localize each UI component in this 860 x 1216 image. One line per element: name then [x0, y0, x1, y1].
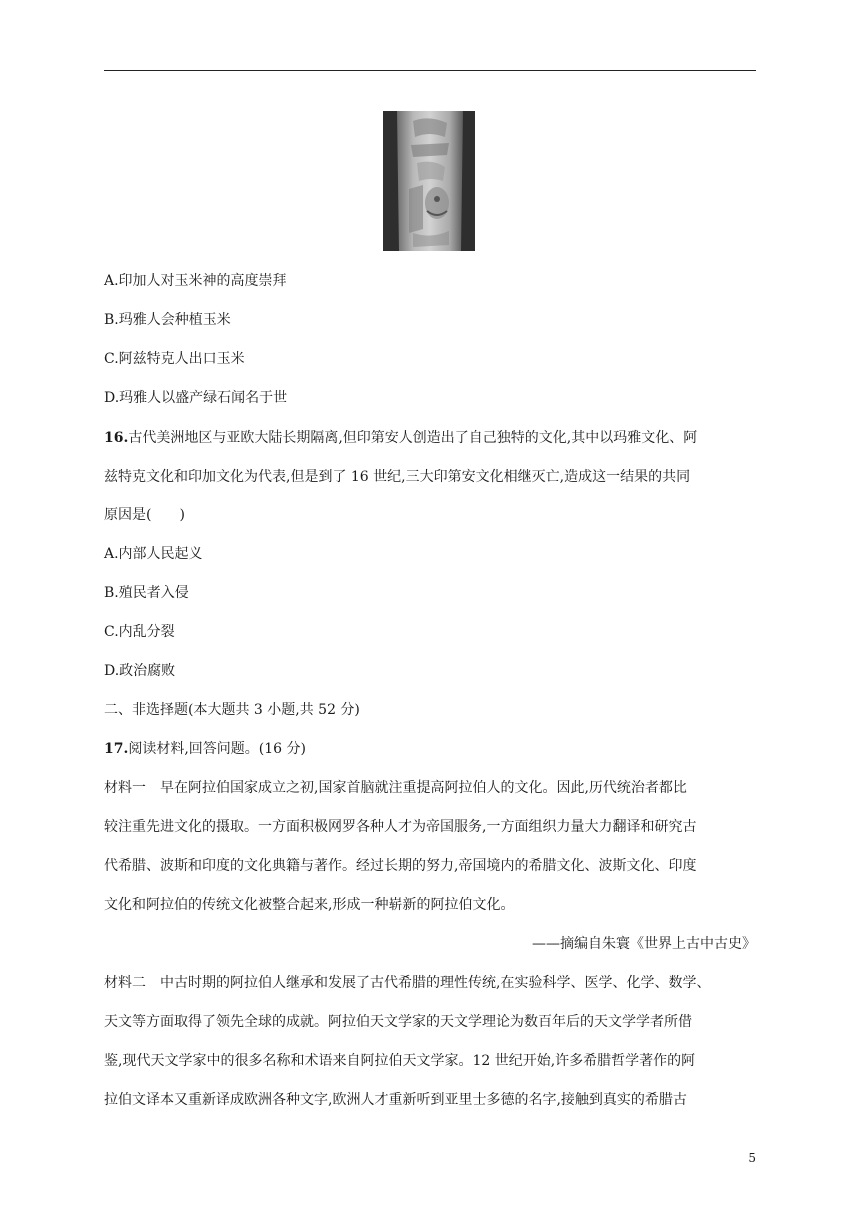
q16-option-b: B.殖民者入侵 [104, 585, 189, 601]
material1-line-1: 材料一 早在阿拉伯国家成立之初,国家首脑就注重提高阿拉伯人的文化。因此,历代统治者都比 [104, 780, 687, 796]
q16-option-c: C.内乱分裂 [104, 624, 175, 640]
material1-source: ——摘编自朱寰《世界上古中古史》 [532, 936, 756, 952]
q16-text-3: 原因是( ) [104, 507, 185, 523]
q15-option-a: A.印加人对玉米神的高度崇拜 [104, 273, 287, 289]
q17-prompt: 阅读材料,回答问题。(16 分) [128, 741, 306, 757]
material1-line-4: 文化和阿拉伯的传统文化被整合起来,形成一种崭新的阿拉伯文化。 [104, 897, 515, 913]
q15-option-d: D.玛雅人以盛产绿石闻名于世 [104, 390, 288, 406]
q15-option-b: B.玛雅人会种植玉米 [104, 312, 231, 328]
material1-line-3: 代希腊、波斯和印度的文化典籍与著作。经过长期的努力,帝国境内的希腊文化、波斯文化、印度 [104, 858, 697, 874]
header-rule [104, 70, 756, 71]
section-heading: 二、非选择题(本大题共 3 小题,共 52 分) [104, 702, 360, 718]
material2-line-3: 鉴,现代天文学家中的很多名称和术语来自阿拉伯天文学家。12 世纪开始,许多希腊哲学著作的阿 [104, 1053, 696, 1069]
q17-number: 17. [104, 741, 129, 757]
q16-line-1 [104, 428, 697, 448]
q16-text-1: 古代美洲地区与亚欧大陆长期隔离,但印第安人创造出了自己独特的文化,其中以玛雅文化、阿 [128, 430, 698, 446]
material2-line-1: 材料二 中古时期的阿拉伯人继承和发展了古代希腊的理性传统,在实验科学、医学、化学、数学、 [104, 975, 711, 991]
q16-text-2: 兹特克文化和印加文化为代表,但是到了 16 世纪,三大印第安文化相继灭亡,造成这一结果的共同 [104, 469, 691, 485]
material2-line-4: 拉伯文译本又重新译成欧洲各种文字,欧洲人才重新听到亚里士多德的名字,接触到真实的希腊古 [104, 1092, 687, 1108]
carved-stone-photo [383, 111, 475, 251]
q16-option-d: D.政治腐败 [104, 663, 176, 679]
page-number: 5 [748, 1151, 756, 1165]
q15-option-c: C.阿兹特克人出口玉米 [104, 351, 245, 367]
q17-prompt-line [104, 739, 306, 759]
q16-option-a: A.内部人民起义 [104, 546, 203, 562]
carved-stone-image [383, 111, 475, 251]
material2-line-2: 天文等方面取得了领先全球的成就。阿拉伯天文学家的天文学理论为数百年后的天文学学者所借 [104, 1014, 692, 1030]
q16-number: 16. [104, 430, 129, 446]
material1-line-2: 较注重先进文化的摄取。一方面积极网罗各种人才为帝国服务,一方面组织力量大力翻译和研究古 [104, 819, 697, 835]
